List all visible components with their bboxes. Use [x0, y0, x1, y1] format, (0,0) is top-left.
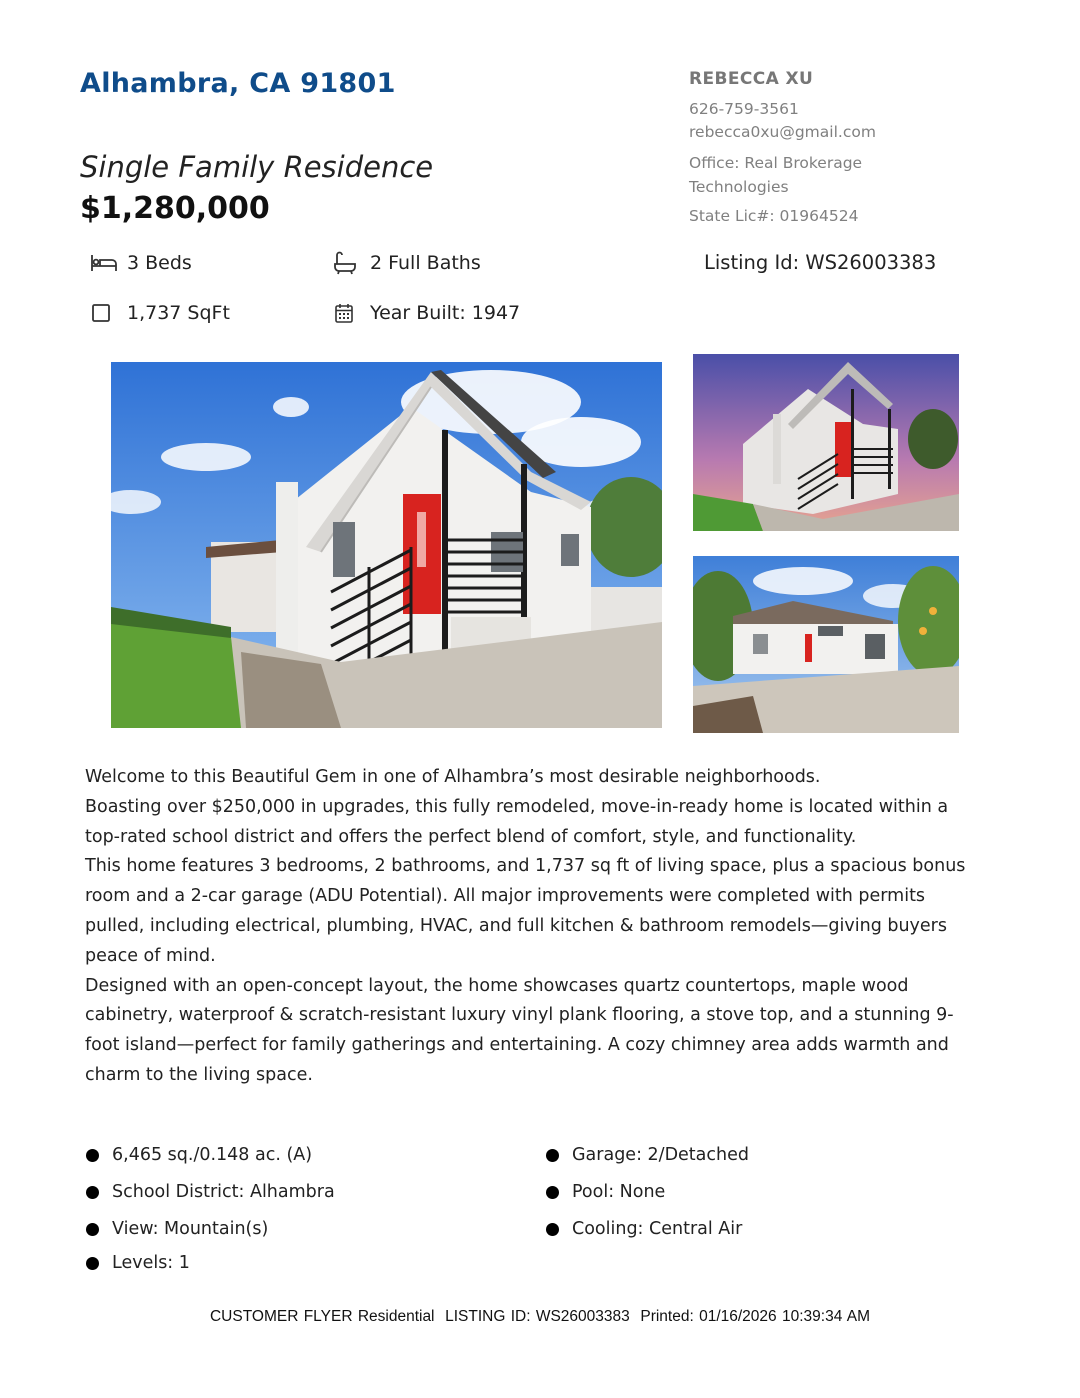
bullet-icon	[86, 1149, 99, 1162]
description-paragraph: This home features 3 bedrooms, 2 bathrooms, and 1,737 sq ft of living space, plus a spacious bonus room and a 2-car garage (ADU Potential). All major improvements were completed with permits pulled, including electrical, plumbing, HVAC, and full kitchen & bathroom remodels—giving buyers peace of mind.	[85, 856, 966, 966]
description-paragraph: Designed with an open-concept layout, the home showcases quartz countertops, maple wood cabinetry, waterproof & scratch-resistant luxury vinyl plank flooring, a stove top, and a stunning 9-foot island—perfect for family gatherings and entertaining. A cozy chimney area adds warmth and charm to the living space.	[85, 975, 954, 1085]
city-title: Alhambra, CA 91801	[80, 68, 396, 99]
stat-year-built	[333, 299, 520, 327]
bullet-icon	[86, 1257, 99, 1270]
listing-id: Listing Id: WS26003383	[704, 251, 937, 274]
thumbnail-photo-2[interactable]	[693, 556, 959, 733]
agent-email[interactable]: rebecca0xu@gmail.com	[689, 123, 876, 141]
feature-pool: Pool: None	[572, 1182, 666, 1202]
feature-view: View: Mountain(s)	[112, 1219, 269, 1239]
year-built-label: Year Built: 1947	[370, 302, 521, 324]
bathtub-icon	[333, 249, 363, 277]
description-paragraph: Boasting over $250,000 in upgrades, this fully remodeled, move-in-ready home is located within a top-rated school district and offers the perfect blend of comfort, style, and functionality.	[85, 796, 949, 847]
features-right-column	[546, 1141, 749, 1243]
flyer-footer: CUSTOMER FLYER Residential LISTING ID: WS26003383 Printed: 01/16/2026 10:39:34 AM	[209, 1308, 871, 1325]
feature-item	[86, 1215, 335, 1243]
agent-license: State Lic#: 01964524	[689, 207, 859, 225]
baths-label: 2 Full Baths	[370, 252, 481, 274]
feature-item	[86, 1141, 335, 1169]
feature-item	[546, 1215, 749, 1243]
main-property-photo[interactable]	[111, 362, 662, 728]
feature-item	[546, 1141, 749, 1169]
calendar-icon	[333, 299, 363, 327]
feature-item	[86, 1249, 335, 1277]
feature-item	[86, 1178, 335, 1206]
agent-phone[interactable]: 626-759-3561	[689, 100, 799, 118]
description-paragraph: Welcome to this Beautiful Gem in one of Alhambra’s most desirable neighborhoods.	[85, 767, 821, 787]
bed-icon	[90, 249, 120, 277]
feature-garage: Garage: 2/Detached	[572, 1145, 749, 1165]
property-description	[85, 763, 985, 1091]
price: $1,280,000	[80, 191, 270, 226]
stat-baths	[333, 249, 481, 277]
bullet-icon	[86, 1186, 99, 1199]
feature-item	[546, 1178, 749, 1206]
feature-levels: Levels: 1	[112, 1253, 190, 1273]
feature-school-district: School District: Alhambra	[112, 1182, 335, 1202]
feature-lot-size: 6,465 sq./0.148 ac. (A)	[112, 1145, 313, 1165]
bullet-icon	[546, 1149, 559, 1162]
stat-beds	[90, 249, 192, 277]
property-type: Single Family Residence	[80, 150, 434, 184]
sqft-label: 1,737 SqFt	[127, 302, 230, 324]
agent-name: REBECCA XU	[689, 69, 814, 89]
square-icon	[90, 299, 120, 327]
features-left-column	[86, 1141, 335, 1277]
bullet-icon	[546, 1186, 559, 1199]
bullet-icon	[546, 1223, 559, 1236]
thumbnail-photo-1[interactable]	[693, 354, 959, 531]
agent-office: Office: Real Brokerage Technologies	[689, 154, 863, 196]
feature-cooling: Cooling: Central Air	[572, 1219, 743, 1239]
stat-sqft	[90, 299, 230, 327]
bullet-icon	[86, 1223, 99, 1236]
beds-label: 3 Beds	[127, 252, 192, 274]
